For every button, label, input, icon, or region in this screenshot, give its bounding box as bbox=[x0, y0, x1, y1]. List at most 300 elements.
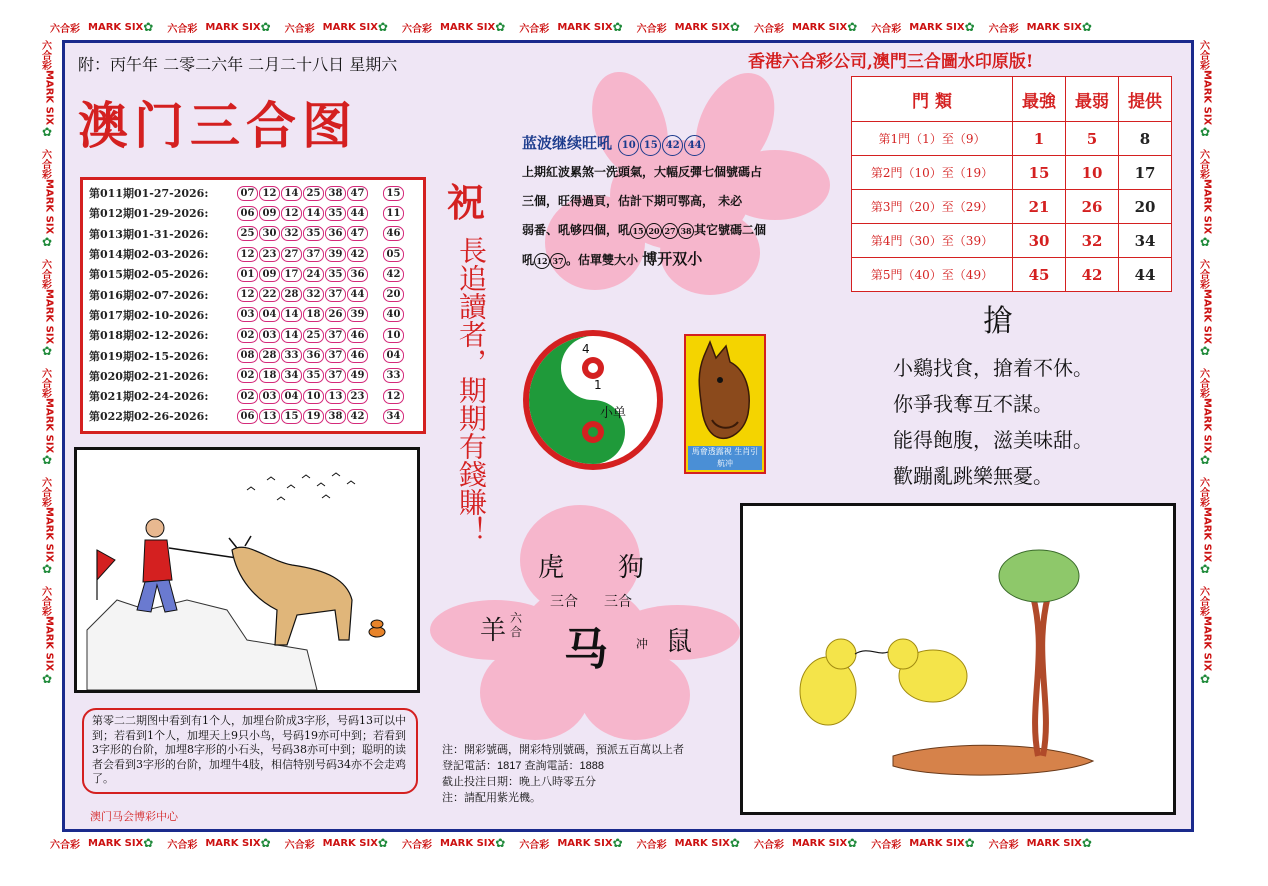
stats-strong: 45 bbox=[1013, 258, 1066, 292]
frame-mark-en: MARK SIX bbox=[88, 21, 144, 33]
history-number: 03 bbox=[259, 328, 280, 343]
history-number: 42 bbox=[347, 409, 368, 424]
history-number: 10 bbox=[303, 389, 324, 404]
history-special-number: 04 bbox=[383, 348, 404, 363]
blessing-text: 長追讀者，期期有錢賺！ bbox=[455, 236, 488, 544]
frame-mark-zh: 六合彩 bbox=[871, 839, 902, 851]
history-special-number: 20 bbox=[383, 287, 404, 302]
frame-mark-unit bbox=[167, 20, 274, 35]
history-number: 14 bbox=[281, 186, 302, 201]
stats-strong: 1 bbox=[1013, 122, 1066, 156]
clover-icon: ✿ bbox=[40, 234, 54, 249]
history-number: 33 bbox=[281, 348, 302, 363]
history-special-number: 33 bbox=[383, 368, 404, 383]
frame-mark-zh: 六合彩 bbox=[1198, 258, 1209, 289]
history-row bbox=[89, 244, 417, 264]
clover-icon: ✿ bbox=[260, 20, 271, 34]
history-number: 09 bbox=[259, 267, 280, 282]
clover-icon: ✿ bbox=[377, 836, 388, 850]
history-number: 35 bbox=[325, 206, 346, 221]
birds-group bbox=[247, 473, 355, 500]
history-number: 13 bbox=[325, 389, 346, 404]
history-number: 18 bbox=[303, 307, 324, 322]
stats-row bbox=[852, 156, 1172, 190]
history-number: 23 bbox=[259, 247, 280, 262]
stats-offer: 20 bbox=[1119, 190, 1172, 224]
history-special-number: 46 bbox=[383, 226, 404, 241]
frame-mark-unit bbox=[402, 836, 509, 851]
stats-offer: 8 bbox=[1119, 122, 1172, 156]
frame-mark-zh: 六合彩 bbox=[40, 258, 51, 289]
frame-mark-en: MARK SIX bbox=[1026, 837, 1082, 849]
poem-line: 歡蹦亂跳樂無憂。 bbox=[893, 464, 1053, 488]
zodiac-flower bbox=[430, 505, 740, 745]
yinyang-number-top: 4 bbox=[582, 342, 590, 356]
history-number: 25 bbox=[303, 186, 324, 201]
poem-line: 小鷄找食，搶着不休。 bbox=[893, 356, 1093, 380]
clover-icon: ✿ bbox=[40, 343, 54, 358]
circled-number: 27 bbox=[662, 223, 678, 239]
history-special-number: 10 bbox=[383, 328, 404, 343]
clover-icon: ✿ bbox=[1198, 234, 1212, 249]
history-number: 35 bbox=[303, 226, 324, 241]
history-number: 38 bbox=[325, 409, 346, 424]
frame-mark-unit bbox=[871, 836, 978, 851]
frame-mark-zh: 六合彩 bbox=[636, 839, 667, 851]
history-number: 18 bbox=[259, 368, 280, 383]
history-special-number: 40 bbox=[383, 307, 404, 322]
history-number: 02 bbox=[237, 328, 258, 343]
tip-body bbox=[522, 158, 810, 275]
history-row-label: 第015期02-05-2026: bbox=[89, 268, 209, 282]
history-number: 47 bbox=[347, 226, 368, 241]
frame-mark-en: MARK SIX bbox=[88, 837, 144, 849]
frame-mark-en: MARK SIX bbox=[1201, 507, 1213, 563]
chick-right bbox=[888, 639, 967, 702]
clover-icon: ✿ bbox=[1198, 343, 1212, 358]
history-number: 22 bbox=[259, 287, 280, 302]
clover-icon: ✿ bbox=[1198, 562, 1212, 577]
frame-mark-en: MARK SIX bbox=[674, 837, 730, 849]
frame-mark-en: MARK SIX bbox=[1026, 21, 1082, 33]
clover-icon: ✿ bbox=[40, 562, 54, 577]
history-row-label: 第012期01-29-2026: bbox=[89, 207, 209, 221]
frame-mark-en: MARK SIX bbox=[674, 21, 730, 33]
frame-mark-unit bbox=[519, 836, 626, 851]
frame-mark-unit bbox=[637, 20, 744, 35]
history-number: 19 bbox=[303, 409, 324, 424]
frame-mark-en: MARK SIX bbox=[1201, 70, 1213, 126]
history-number: 07 bbox=[237, 186, 258, 201]
history-number: 27 bbox=[281, 247, 302, 262]
history-number: 25 bbox=[303, 328, 324, 343]
frame-mark-unit bbox=[40, 149, 58, 248]
history-row-label: 第013期01-31-2026: bbox=[89, 227, 209, 241]
frame-mark-zh: 六合彩 bbox=[40, 40, 51, 70]
frame-mark-zh: 六合彩 bbox=[1198, 477, 1209, 508]
frame-mark-en: MARK SIX bbox=[205, 21, 261, 33]
frame-mark-en: MARK SIX bbox=[791, 21, 848, 33]
frame-mark-unit bbox=[40, 40, 58, 139]
history-number: 26 bbox=[325, 307, 346, 322]
clover-icon: ✿ bbox=[377, 20, 388, 34]
frame-mark-en: MARK SIX bbox=[909, 21, 965, 33]
frame-mark-unit bbox=[637, 836, 744, 851]
frame-mark-en: MARK SIX bbox=[322, 837, 378, 849]
frame-mark-en: MARK SIX bbox=[557, 837, 613, 849]
frame-mark-zh: 六合彩 bbox=[753, 839, 784, 851]
clover-icon: ✿ bbox=[729, 836, 740, 850]
riddle-picture bbox=[74, 447, 420, 693]
horse-head-icon bbox=[686, 336, 764, 444]
circled-number: 15 bbox=[630, 223, 646, 239]
history-number: 35 bbox=[303, 368, 324, 383]
clover-icon: ✿ bbox=[1198, 453, 1212, 468]
stats-strong: 21 bbox=[1013, 190, 1066, 224]
clover-icon: ✿ bbox=[1081, 20, 1092, 34]
notes-line: 注：請配用紫光機。 bbox=[442, 792, 541, 804]
stats-offer: 44 bbox=[1119, 258, 1172, 292]
history-number: 36 bbox=[347, 267, 368, 282]
poem-line: 你爭我奪互不謀。 bbox=[893, 392, 1053, 416]
history-row bbox=[89, 203, 417, 223]
horse-card-caption: 馬會透露視 生肖引航冲 bbox=[688, 446, 762, 470]
history-number: 37 bbox=[303, 247, 324, 262]
frame-mark-en: MARK SIX bbox=[43, 616, 55, 672]
history-number: 14 bbox=[303, 206, 324, 221]
frame-mark-zh: 六合彩 bbox=[519, 839, 550, 851]
clover-icon: ✿ bbox=[495, 836, 506, 850]
zodiac-horse: 马 bbox=[564, 624, 608, 675]
clover-icon: ✿ bbox=[40, 453, 54, 468]
clover-icon: ✿ bbox=[1081, 836, 1092, 850]
stats-offer: 17 bbox=[1119, 156, 1172, 190]
zodiac-chong: 冲 bbox=[636, 637, 649, 651]
history-number: 47 bbox=[347, 186, 368, 201]
history-number: 12 bbox=[259, 186, 280, 201]
frame-mark-zh: 六合彩 bbox=[871, 23, 902, 35]
draw-history-table bbox=[80, 177, 426, 434]
frame-mark-unit bbox=[1198, 477, 1216, 576]
zodiac-sanhe-right: 三合 bbox=[604, 594, 632, 610]
frame-mark-unit bbox=[50, 836, 157, 851]
frame-mark-zh: 六合彩 bbox=[40, 586, 51, 617]
history-number: 03 bbox=[259, 389, 280, 404]
history-number: 08 bbox=[237, 348, 258, 363]
history-number: 02 bbox=[237, 368, 258, 383]
history-number: 36 bbox=[325, 226, 346, 241]
circled-number: 37 bbox=[550, 253, 566, 269]
frame-mark-unit bbox=[1198, 259, 1216, 358]
frame-mark-unit bbox=[40, 259, 58, 358]
frame-mark-en: MARK SIX bbox=[205, 837, 261, 849]
history-special-number: 42 bbox=[383, 267, 404, 282]
col-weak: 最弱 bbox=[1066, 77, 1119, 122]
date-line: 附：丙午年 二零二六年 二月二十八日 星期六 bbox=[78, 55, 398, 74]
stats-weak: 5 bbox=[1066, 122, 1119, 156]
history-number: 34 bbox=[281, 368, 302, 383]
frame-left-strip bbox=[40, 40, 58, 830]
frame-mark-en: MARK SIX bbox=[1201, 397, 1213, 454]
frame-mark-unit bbox=[40, 368, 58, 467]
stats-door: 第3門（20）至（29） bbox=[852, 190, 1013, 224]
stats-row bbox=[852, 224, 1172, 258]
stats-weak: 26 bbox=[1066, 190, 1119, 224]
clover-icon: ✿ bbox=[612, 20, 623, 34]
history-row-label: 第019期02-15-2026: bbox=[89, 349, 209, 363]
clover-icon: ✿ bbox=[964, 836, 975, 850]
page-title: 澳门三合图 bbox=[78, 97, 358, 155]
frame-mark-unit bbox=[285, 836, 392, 851]
yinyang-number-dot: 1 bbox=[594, 378, 602, 392]
frame-mark-zh: 六合彩 bbox=[40, 149, 51, 180]
zodiac-liuhe: 六合 bbox=[510, 611, 523, 639]
stats-offer: 34 bbox=[1119, 224, 1172, 258]
clover-icon: ✿ bbox=[729, 20, 740, 34]
circled-number: 42 bbox=[662, 135, 683, 156]
frame-mark-unit bbox=[50, 20, 157, 35]
frame-mark-en: MARK SIX bbox=[791, 837, 848, 849]
history-number: 25 bbox=[237, 226, 258, 241]
frame-mark-en: MARK SIX bbox=[322, 21, 378, 33]
frame-mark-unit bbox=[519, 20, 626, 35]
history-special-number: 11 bbox=[383, 206, 404, 221]
frame-mark-zh: 六合彩 bbox=[1198, 40, 1209, 70]
frame-mark-en: MARK SIX bbox=[439, 837, 496, 849]
history-number: 24 bbox=[303, 267, 324, 282]
history-number: 36 bbox=[303, 348, 324, 363]
history-number: 37 bbox=[325, 287, 346, 302]
history-row-label: 第014期02-03-2026: bbox=[89, 248, 209, 262]
frame-mark-zh: 六合彩 bbox=[40, 477, 51, 508]
frame-mark-unit bbox=[40, 586, 58, 685]
history-number: 37 bbox=[325, 328, 346, 343]
history-number: 37 bbox=[325, 368, 346, 383]
col-strong: 最強 bbox=[1013, 77, 1066, 122]
frame-mark-en: MARK SIX bbox=[43, 70, 55, 126]
history-number: 35 bbox=[325, 267, 346, 282]
circled-number: 44 bbox=[684, 135, 705, 156]
stats-door: 第1門（1）至（9） bbox=[852, 122, 1013, 156]
history-number: 28 bbox=[281, 287, 302, 302]
frame-mark-unit bbox=[167, 836, 274, 851]
history-row-label: 第011期01-27-2026: bbox=[89, 187, 209, 201]
stats-row bbox=[852, 258, 1172, 292]
frame-mark-unit bbox=[402, 20, 509, 35]
history-row bbox=[89, 264, 417, 284]
clover-icon: ✿ bbox=[612, 836, 623, 850]
zodiac-goat: 羊 bbox=[480, 616, 507, 646]
tip-line: 吼 12 37 。估單雙大小 博开双小 bbox=[522, 250, 703, 268]
clover-icon: ✿ bbox=[143, 20, 154, 34]
frame-top-strip bbox=[50, 18, 1220, 36]
yinyang-label: 小单 bbox=[600, 406, 627, 421]
clover-icon: ✿ bbox=[1198, 671, 1212, 686]
frame-mark-unit bbox=[1198, 586, 1216, 685]
poem bbox=[893, 350, 1093, 494]
stats-weak: 32 bbox=[1066, 224, 1119, 258]
stats-door: 第2門（10）至（19） bbox=[852, 156, 1013, 190]
history-number: 13 bbox=[259, 409, 280, 424]
yinyang-icon bbox=[520, 327, 666, 473]
poem-title: 搶 bbox=[983, 304, 1013, 339]
stats-door: 第5門（40）至（49） bbox=[852, 258, 1013, 292]
stats-door: 第4門（30）至（39） bbox=[852, 224, 1013, 258]
history-number: 32 bbox=[303, 287, 324, 302]
frame-mark-zh: 六合彩 bbox=[50, 839, 80, 851]
man-figure bbox=[137, 519, 177, 612]
clover-icon: ✿ bbox=[40, 671, 54, 686]
history-row-label: 第016期02-07-2026: bbox=[89, 288, 209, 302]
frame-right-strip bbox=[1198, 40, 1216, 830]
frame-mark-zh: 六合彩 bbox=[167, 839, 198, 851]
frame-mark-zh: 六合彩 bbox=[40, 367, 51, 398]
door-stats-table bbox=[851, 76, 1172, 292]
history-row bbox=[89, 305, 417, 325]
frame-mark-en: MARK SIX bbox=[1201, 616, 1213, 672]
circled-number: 38 bbox=[678, 223, 694, 239]
notes-line: 登記電話：1817 查詢電話：1888 bbox=[442, 760, 604, 772]
frame-mark-zh: 六合彩 bbox=[401, 23, 432, 35]
chick-left bbox=[800, 639, 856, 725]
blessing-zhu: 祝 bbox=[447, 180, 486, 225]
clover-icon: ✿ bbox=[847, 20, 858, 34]
history-number: 44 bbox=[347, 287, 368, 302]
clover-icon: ✿ bbox=[847, 836, 858, 850]
circled-number: 12 bbox=[534, 253, 550, 269]
hk-banner: 香港六合彩公司,澳門三合圖水印原版! bbox=[748, 52, 1034, 72]
frame-mark-zh: 六合彩 bbox=[636, 23, 667, 35]
riddle-text: 第零二二期图中看到有1个人，加埋台阶成3字形，号码13可以中到；若看到1个人，加埋天上9只小鸟，号码19亦可中到；若看到3字形的台阶，加埋8字形的小石头，号码38亦可中到；聪明的读者会看到3字形的台阶，加埋牛4肢，相信特别号码34亦不会走鸡了。 bbox=[82, 708, 418, 794]
history-number: 04 bbox=[259, 307, 280, 322]
frame-mark-en: MARK SIX bbox=[1201, 179, 1213, 235]
history-number: 42 bbox=[347, 247, 368, 262]
frame-mark-zh: 六合彩 bbox=[753, 23, 784, 35]
history-row bbox=[89, 284, 417, 304]
history-row bbox=[89, 406, 417, 426]
history-number: 06 bbox=[237, 409, 258, 424]
stats-strong: 30 bbox=[1013, 224, 1066, 258]
frame-mark-en: MARK SIX bbox=[43, 507, 55, 563]
horse-card bbox=[684, 334, 766, 474]
history-row bbox=[89, 224, 417, 244]
history-row-label: 第021期02-24-2026: bbox=[89, 390, 209, 404]
frame-mark-zh: 六合彩 bbox=[284, 839, 315, 851]
zodiac-sanhe-left: 三合 bbox=[550, 594, 578, 610]
history-number: 09 bbox=[259, 206, 280, 221]
frame-mark-unit bbox=[1198, 149, 1216, 248]
frame-mark-unit bbox=[989, 836, 1096, 851]
circled-number: 20 bbox=[646, 223, 662, 239]
frame-mark-en: MARK SIX bbox=[43, 288, 55, 344]
stats-weak: 42 bbox=[1066, 258, 1119, 292]
zodiac-tiger: 虎 bbox=[538, 553, 565, 583]
history-special-number: 05 bbox=[383, 247, 404, 262]
frame-mark-zh: 六合彩 bbox=[1198, 149, 1209, 180]
history-number: 46 bbox=[347, 328, 368, 343]
history-number: 12 bbox=[281, 206, 302, 221]
history-row bbox=[89, 183, 417, 203]
history-special-number: 12 bbox=[383, 389, 404, 404]
frame-mark-zh: 六合彩 bbox=[284, 23, 315, 35]
frame-mark-zh: 六合彩 bbox=[50, 23, 80, 35]
history-row-label: 第017期02-10-2026: bbox=[89, 308, 209, 322]
history-number: 03 bbox=[237, 307, 258, 322]
frame-mark-unit bbox=[1198, 40, 1216, 139]
center-name: 澳门马会博彩中心 bbox=[90, 810, 178, 823]
col-offer: 提供 bbox=[1119, 77, 1172, 122]
history-number: 01 bbox=[237, 267, 258, 282]
stats-strong: 15 bbox=[1013, 156, 1066, 190]
frame-bottom-strip bbox=[50, 834, 1220, 852]
history-number: 14 bbox=[281, 328, 302, 343]
frame-mark-en: MARK SIX bbox=[43, 397, 55, 454]
frame-mark-en: MARK SIX bbox=[1201, 288, 1213, 344]
clover-icon: ✿ bbox=[143, 836, 154, 850]
zodiac-rat: 鼠 bbox=[666, 627, 693, 657]
clover-icon: ✿ bbox=[495, 20, 506, 34]
history-number: 49 bbox=[347, 368, 368, 383]
history-number: 30 bbox=[259, 226, 280, 241]
clover-icon: ✿ bbox=[40, 125, 54, 140]
frame-mark-zh: 六合彩 bbox=[988, 839, 1019, 851]
stats-weak: 10 bbox=[1066, 156, 1119, 190]
history-number: 06 bbox=[237, 206, 258, 221]
history-special-number: 15 bbox=[383, 186, 404, 201]
history-number: 14 bbox=[281, 307, 302, 322]
frame-mark-en: MARK SIX bbox=[557, 21, 613, 33]
frame-mark-unit bbox=[40, 477, 58, 576]
history-row bbox=[89, 325, 417, 345]
history-number: 39 bbox=[347, 307, 368, 322]
zodiac-dog: 狗 bbox=[618, 553, 645, 583]
history-number: 39 bbox=[325, 247, 346, 262]
frame-mark-zh: 六合彩 bbox=[988, 23, 1019, 35]
ox-figure bbox=[229, 536, 352, 645]
circled-number: 15 bbox=[640, 135, 661, 156]
frame-mark-unit bbox=[754, 836, 861, 851]
history-number: 38 bbox=[325, 186, 346, 201]
frame-mark-zh: 六合彩 bbox=[1198, 367, 1209, 398]
frame-mark-unit bbox=[871, 20, 978, 35]
notes bbox=[442, 742, 684, 806]
frame-mark-en: MARK SIX bbox=[439, 21, 496, 33]
history-number: 37 bbox=[325, 348, 346, 363]
history-number: 15 bbox=[281, 409, 302, 424]
history-special-number: 34 bbox=[383, 409, 404, 424]
frame-mark-zh: 六合彩 bbox=[401, 839, 432, 851]
frame-mark-unit bbox=[285, 20, 392, 35]
notes-line: 注：開彩號碼，開彩特別號碼，預派五百萬以上者 bbox=[442, 744, 684, 756]
frame-mark-en: MARK SIX bbox=[43, 179, 55, 235]
poem-line: 能得飽腹，滋美味甜。 bbox=[893, 428, 1093, 452]
history-row bbox=[89, 366, 417, 386]
history-number: 44 bbox=[347, 206, 368, 221]
clover-icon: ✿ bbox=[260, 836, 271, 850]
tip-line: 三個，旺得過頁，估計下期可鄂高， 未必 bbox=[522, 194, 743, 208]
history-number: 32 bbox=[281, 226, 302, 241]
clover-icon: ✿ bbox=[964, 20, 975, 34]
history-number: 02 bbox=[237, 389, 258, 404]
tip-line: 上期紅波累煞一洗頭氣，大幅反彈七個號碼占 bbox=[522, 165, 763, 179]
history-row bbox=[89, 386, 417, 406]
history-number: 23 bbox=[347, 389, 368, 404]
circled-number: 10 bbox=[618, 135, 639, 156]
history-number: 12 bbox=[237, 247, 258, 262]
col-door: 門 類 bbox=[852, 77, 1013, 122]
tip-line: 弱番、吼够四個，吼 15 20 27 38 其它號碼二個 bbox=[522, 223, 767, 237]
clover-icon: ✿ bbox=[1198, 125, 1212, 140]
